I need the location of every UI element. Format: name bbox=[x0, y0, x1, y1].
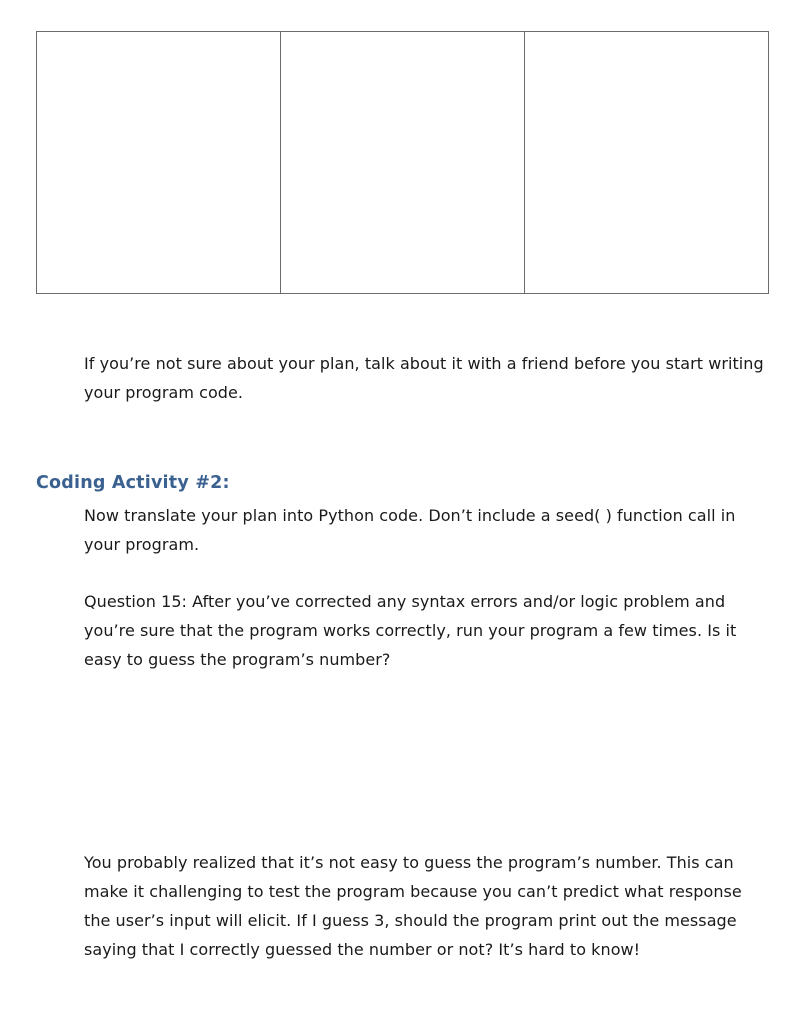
followup-paragraph: You probably realized that it’s not easy to guess the program’s number. This can make it challenging to test the program because you can’t predict what response the user’s input will elicit. If I guess 3, should the program print out the message saying that I correctly guessed the number or not? It’s hard to know! bbox=[84, 853, 742, 959]
question-paragraph: Question 15: After you’ve corrected any syntax errors and/or logic problem and you’re sure that the program works correctly, run your program a few times. Is it easy to guess the program’s number? bbox=[84, 592, 737, 669]
table-cell-3 bbox=[525, 32, 769, 294]
advice-paragraph: If you’re not sure about your plan, talk about it with a friend before you start writing your program code. bbox=[84, 354, 764, 402]
planning-table bbox=[36, 31, 769, 294]
instruction-paragraph: Now translate your plan into Python code. Don’t include a seed( ) function call in your program. bbox=[84, 506, 736, 554]
table-cell-1 bbox=[37, 32, 281, 294]
table-row bbox=[37, 32, 769, 294]
section-heading: Coding Activity #2: bbox=[36, 473, 230, 493]
table-cell-2 bbox=[281, 32, 525, 294]
